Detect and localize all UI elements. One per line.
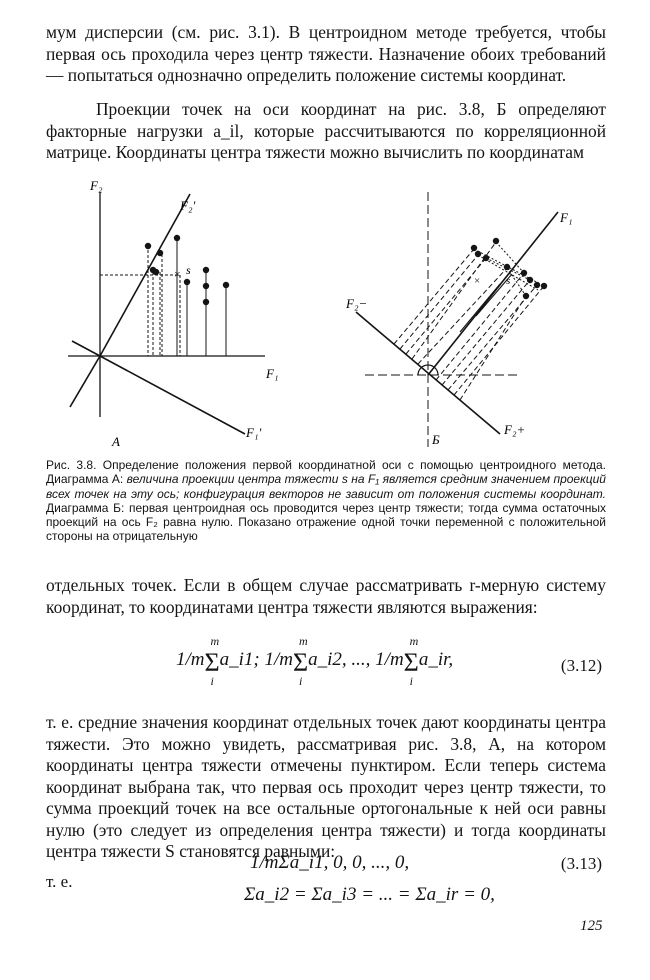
label-f2prime-a: F₂′ [180,198,196,213]
label-f2minus-b: F₂− [346,296,368,311]
label-f2plus-b: F₂+ [504,422,526,437]
label-f1prime-a: F₁′ [246,425,262,440]
axis-f1prime-a [100,356,245,434]
equation-3-14: Σa_i2 = Σa_i3 = ... = Σa_ir = 0, [244,884,495,905]
label-f1-b: F₁ [560,210,573,225]
page-number: 125 [580,918,603,934]
paragraph-1: мум дисперсии (см. рис. 3.1). В центроидном методе требуется, чтобы первая ось проходила через центр тяжести. Назначение обоих требований — попытаться однозначно определить положение системы координат. [46,22,606,85]
equation-number-3-12: (3.12) [560,656,602,675]
te-label: т. е. [46,872,73,891]
svg-text:×: × [174,267,181,281]
figure-caption [46,458,606,544]
paragraph-3: отдельных точек. Если в общем случае рассматривать r-мерную систему координат, то координатами центра тяжести являются выражения: [46,575,606,617]
label-panel-b: Б [432,432,440,447]
svg-text:×: × [474,275,481,287]
equation-3-13: 1/mΣa_i1, 0, 0, ..., 0, [250,852,410,873]
equation-3-12: 1/mΣ m i a_i1; 1/mΣ m i a_i2, ..., 1/mΣ m i a_ir, [176,634,454,688]
caption-italic: величина проекции центра тяжести s на F₁ является средним значением проекций всех точек на эту ось; конфигурация векторов не зависит от положения системы координат. [46,472,606,501]
label-s-b: s [506,275,511,287]
paragraph-2: Проекции точек на оси координат на рис. 3.8, Б определяют факторные нагрузки a_il, которые рассчитываются по корреляционной матрице. Координаты центра тяжести можно вычислить по координатам [46,99,606,162]
axis-f1-b [428,212,558,375]
figure-3-8 [60,172,600,452]
caption-lead: Рис. 3.8. Определение положения первой координатной оси с помощью центроидного метода. Диаграмма А: [46,458,606,487]
caption-tail: Диаграмма Б: первая центроидная ось проводится через центр тяжести; тогда сумма остаточных проекций на ось F₂ равна нулю. Показано отражение одной точки переменной с положительной стороны на отрицательную [46,500,606,544]
label-panel-a: А [112,434,120,449]
label-s-a: s [186,263,191,277]
paragraph-4: т. е. средние значения координат отдельных точек дают координаты центра тяжести. Это можно увидеть, рассматривая рис. 3.8, А, на котором координаты центра тяжести отмечены пунктиром. Если теперь система координат выбрана так, что первая ось проходит через центр тяжести, то сумма проекций точек на все остальные ортогональные к ней оси равны нулю (это следует из определения центра тяжести) и тогда координаты центра тяжести S становятся равными: [46,712,606,861]
label-f1-a: F₁ [266,366,279,381]
label-f2-a: F₂ [90,178,103,193]
equation-number-3-13: (3.13) [560,854,602,873]
